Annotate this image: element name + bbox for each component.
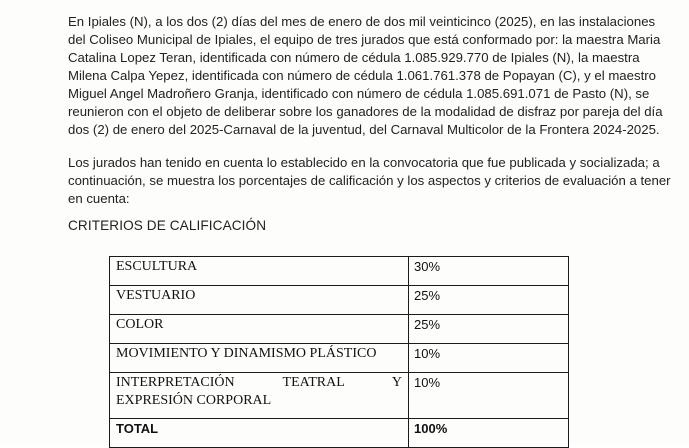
percent-cell: 30% <box>409 257 569 286</box>
table-row <box>110 257 569 286</box>
criteria-table <box>109 256 569 448</box>
total-percent-cell: 100% <box>409 419 569 448</box>
total-row <box>110 419 569 448</box>
paragraph-line: Los jurados han tenido en cuenta lo establecido en la convocatoria que fue publicada y socializada; a <box>68 155 660 170</box>
criteria-intro-paragraph <box>68 154 671 208</box>
paragraph-line: Milena Calpa Yepez, identificada con número de cédula 1.061.761.378 de Popayan (C), y el maestro <box>68 68 656 83</box>
table-row <box>110 344 569 373</box>
paragraph-line: Miguel Angel Madroñero Granja, identificado con número de cédula 1.085.691.071 de Pasto (N), se <box>68 86 650 101</box>
percent-cell: 10% <box>409 344 569 373</box>
paragraph-line: del Coliseo Municipal de Ipiales, el equipo de tres jurados que está conformado por: la maestra Maria <box>68 32 661 47</box>
criterion-cell: VESTUARIO <box>110 286 409 315</box>
criterion-cell: COLOR <box>110 315 409 344</box>
table-row <box>110 373 569 419</box>
paragraph-line: reunieron con el objeto de deliberar sobre los ganadores de la modalidad de disfraz por pareja del día <box>68 104 663 119</box>
criteria-heading: CRITERIOS DE CALIFICACIÓN <box>68 218 267 233</box>
criterion-line: EXPRESIÓN CORPORAL <box>116 393 272 408</box>
criterion-line: INTERPRETACIÓN TEATRAL Y <box>116 375 402 390</box>
total-label-cell: TOTAL <box>110 419 409 448</box>
paragraph-line: En Ipiales (N), a los dos (2) días del mes de enero de dos mil veinticinco (2025), en las instalaciones <box>68 14 656 29</box>
paragraph-line: Catalina Lopez Teran, identificada con número de cédula 1.085.929.770 de Ipiales (N), la maestra <box>68 50 640 65</box>
table-row <box>110 286 569 315</box>
paragraph-line: en cuenta: <box>68 191 130 206</box>
percent-cell: 25% <box>409 315 569 344</box>
criterion-cell: ESCULTURA <box>110 257 409 286</box>
percent-cell: 25% <box>409 286 569 315</box>
intro-paragraph <box>68 13 663 139</box>
percent-cell: 10% <box>409 373 569 419</box>
table-row <box>110 315 569 344</box>
paragraph-line: continuación, se muestra los porcentajes de calificación y los aspectos y criterios de evaluación a tener <box>68 173 671 188</box>
paragraph-line: dos (2) de enero del 2025-Carnaval de la juventud, del Carnaval Multicolor de la Frontera 2024-2025. <box>68 122 660 137</box>
criterion-cell: MOVIMIENTO Y DINAMISMO PLÁSTICO <box>110 344 409 373</box>
criterion-cell <box>110 373 409 419</box>
